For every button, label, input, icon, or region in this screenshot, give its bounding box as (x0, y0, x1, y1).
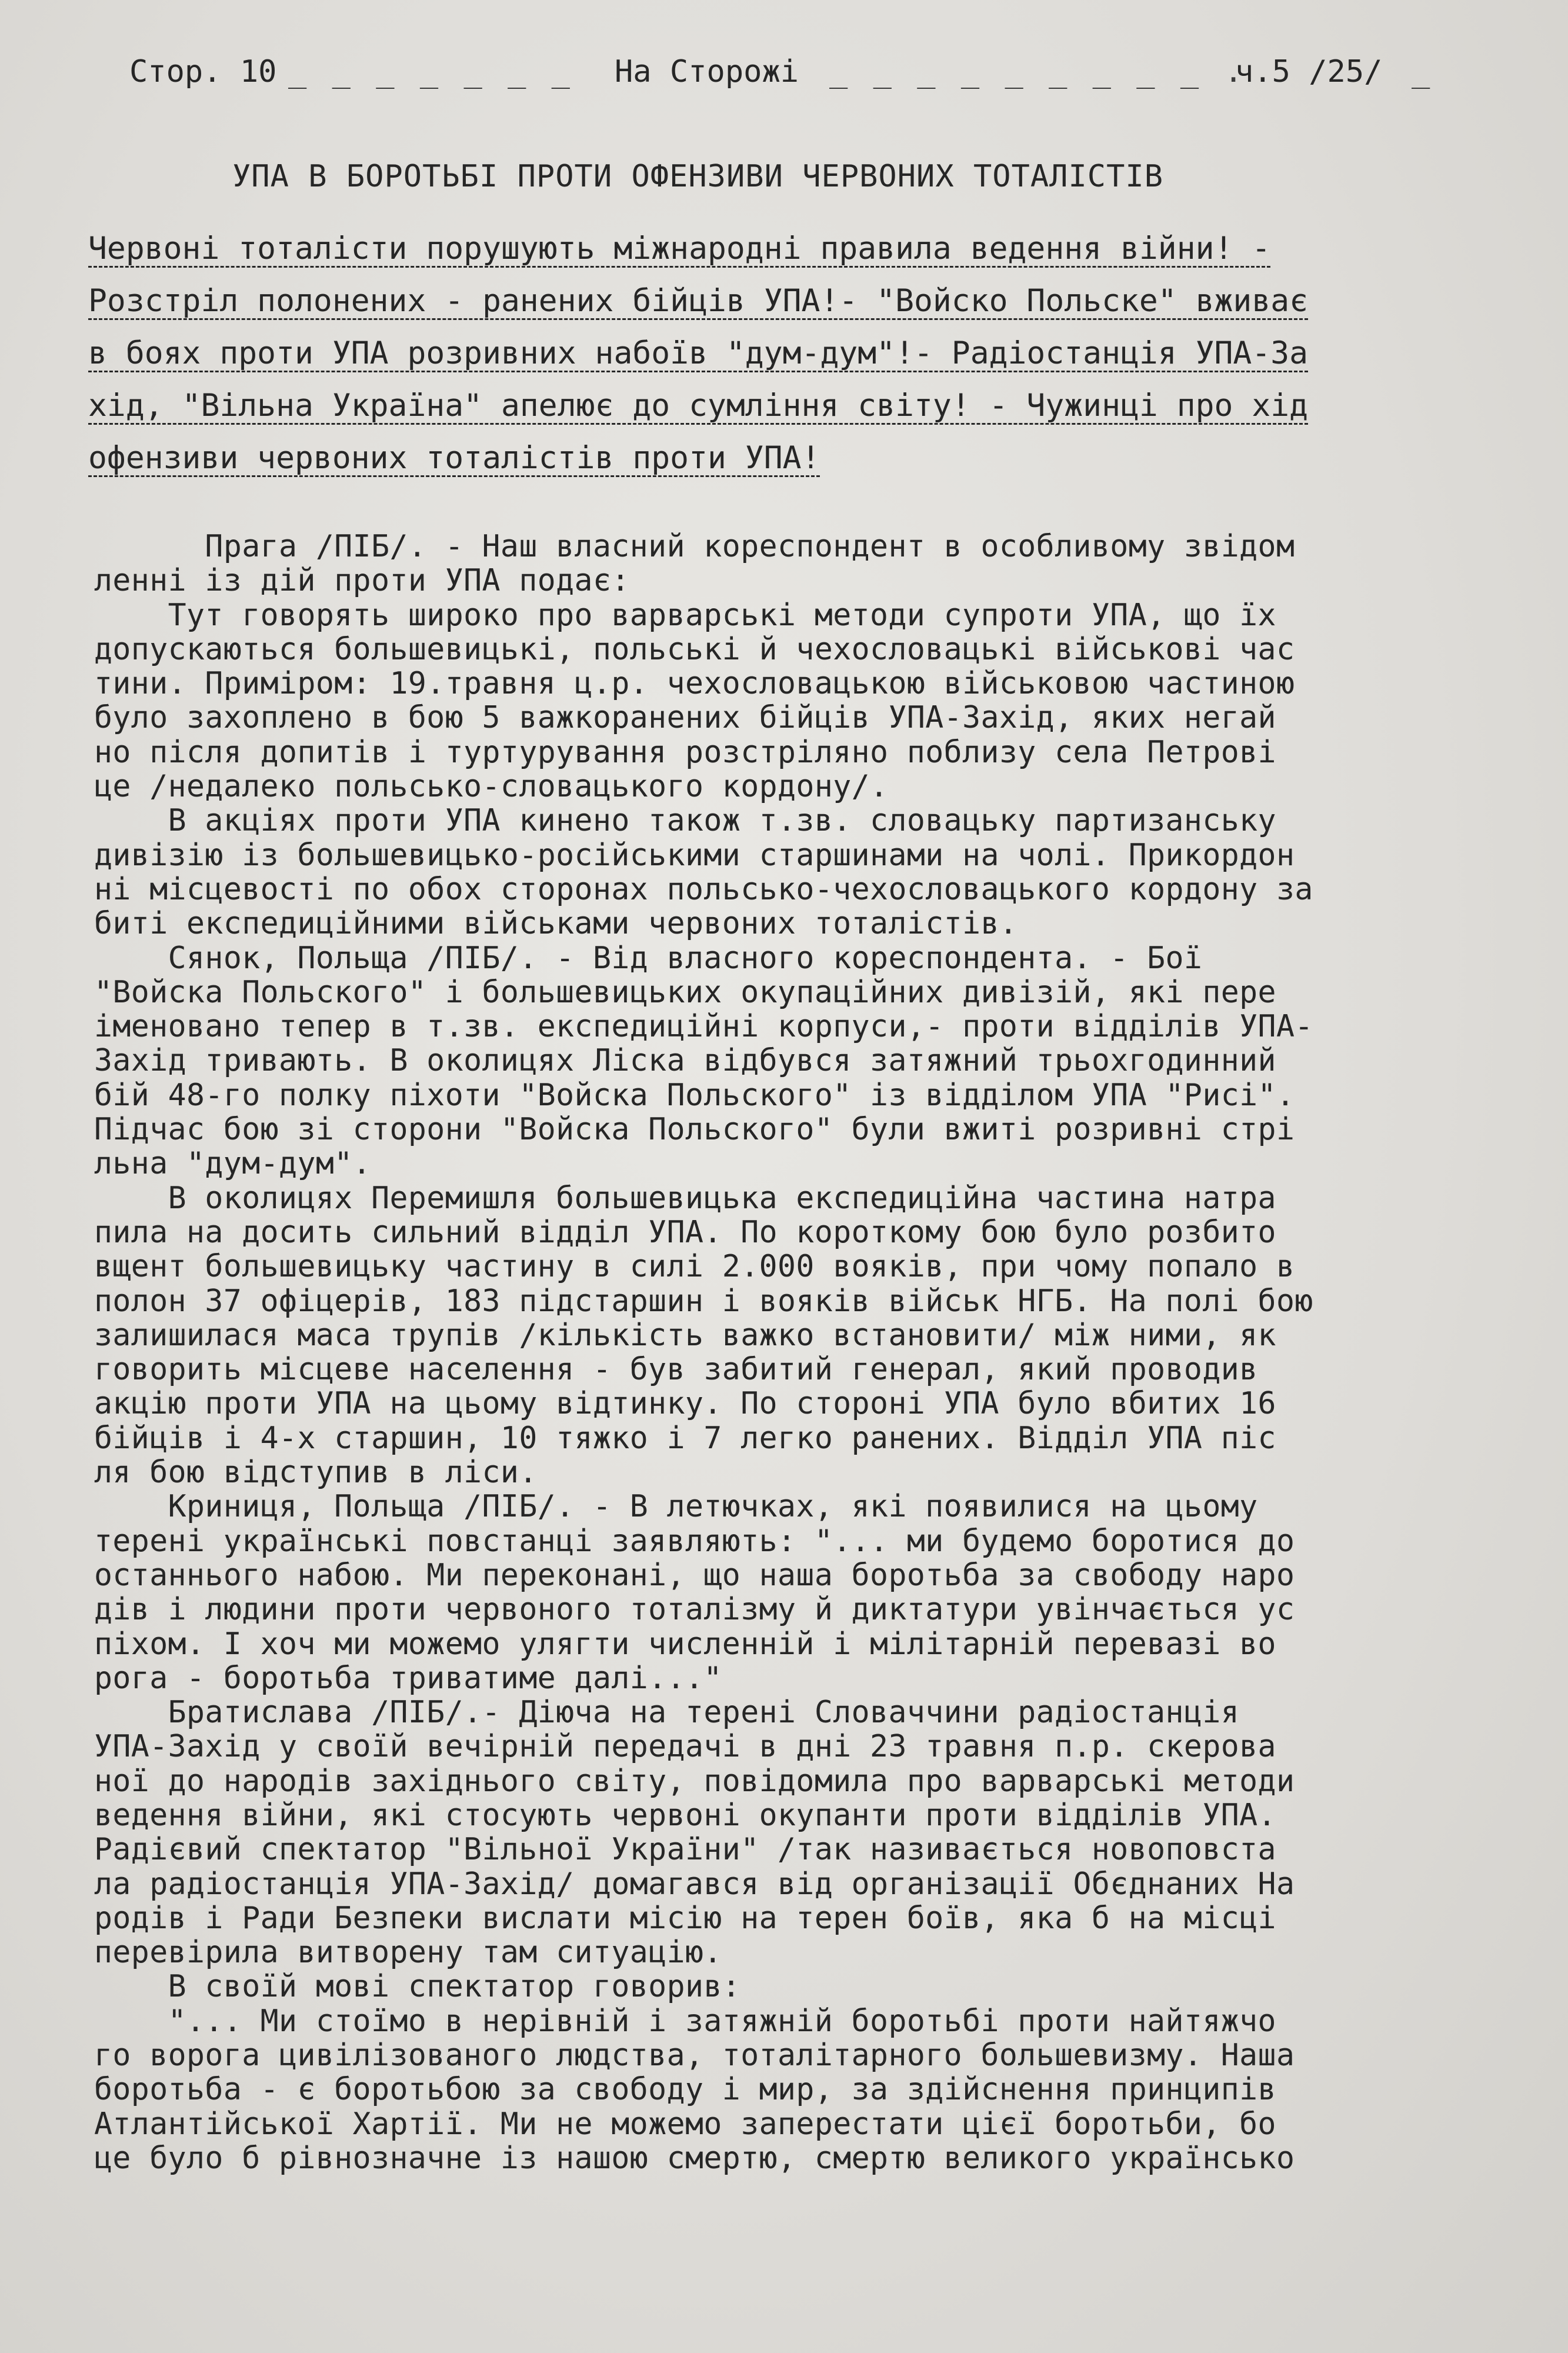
body-line: Підчас бою зі сторони "Войска Польского" були вжиті розривні стрі (94, 1112, 1295, 1148)
body-line: "Войска Польского" і большевицьких окупаційних дивізій, які пере (94, 974, 1276, 1010)
body-line: піхом. І хоч ми можемо улягти численній і мілітарній перевазі во (94, 1626, 1276, 1662)
body-line: В околицях Перемишля большевицька експедиційна частина натра (94, 1180, 1276, 1216)
summary-line: в боях проти УПА розривних набоїв "дум-дум"!- Радіостанція УПА-За (88, 335, 1309, 371)
article-body (94, 529, 1482, 2175)
body-line: пила на досить сильний відділ УПА. По короткому бою було розбито (94, 1214, 1276, 1250)
body-line: Прага /ПІБ/. - Наш власний кореспондент в особливому звідом (94, 529, 1295, 564)
body-line: вщент большевицьку частину в силі 2.000 вояків, при чому попало в (94, 1249, 1295, 1285)
body-line: Атлантійської Хартії. Ми не можемо заперестати цієї боротьби, бо (94, 2106, 1276, 2142)
body-line: Криниця, Польща /ПІБ/. - В летючках, які появилися на цьому (94, 1489, 1258, 1525)
body-line: тини. Приміром: 19.травня ц.р. чехословацькою військовою частиною (94, 666, 1295, 702)
body-line: бійців і 4-х старшин, 10 тяжко і 7 легко ранених. Відділ УПА піс (94, 1420, 1276, 1456)
body-line: було захоплено в бою 5 важкоранених бійців УПА-Захід, яких негай (94, 700, 1276, 736)
body-line: родів і Ради Безпеки вислати місію на терен боїв, яка б на місці (94, 1900, 1276, 1936)
page-number: Стор. 10 (129, 54, 277, 89)
publication-title: На Сторожі (615, 54, 799, 89)
body-line: ленні із дій проти УПА подає: (94, 563, 630, 599)
page-header (129, 54, 1447, 95)
summary-line: офензиви червоних тоталістів проти УПА! (88, 440, 820, 476)
article-title: УПА В БОРОТЬБІ ПРОТИ ОФЕНЗИВИ ЧЕРВОНИХ ТОТАЛІСТІВ (232, 159, 1164, 194)
body-line: останнього набою. Ми переконані, що наша боротьба за свободу наро (94, 1557, 1295, 1593)
body-line: ні місцевості по обох сторонах польсько-чехословацького кордону за (94, 871, 1313, 907)
body-line: Сянок, Польща /ПІБ/. - Від власного кореспондента. - Бої (94, 940, 1203, 976)
body-line: акцію проти УПА на цьому відтинку. По стороні УПА було вбитих 16 (94, 1386, 1276, 1422)
body-line: іменовано тепер в т.зв. експедиційні корпуси,- проти відділів УПА- (94, 1009, 1313, 1045)
body-line: боротьба - є боротьбою за свободу і мир, за здійснення принципів (94, 2072, 1276, 2108)
body-line: УПА-Захід у своїй вечірній передачі в дні 23 травня п.р. скерова (94, 1729, 1276, 1765)
body-line: допускаються большевицькі, польські й чехословацькі військові час (94, 631, 1295, 667)
body-line: говорить місцеве населення - був забитий генерал, який проводив (94, 1352, 1258, 1388)
body-line: рога - боротьба триватиме далі..." (94, 1660, 722, 1696)
body-line: Братислава /ПІБ/.- Діюча на терені Словаччини радіостанція (94, 1695, 1240, 1731)
body-line: це було б рівнозначне із нашою смертю, смертю великого українсько (94, 2140, 1295, 2176)
body-line: ля бою відступив в ліси. (94, 1455, 538, 1491)
body-line: залишилася маса трупів /кількість важко встановити/ між ними, як (94, 1317, 1276, 1353)
body-line: "... Ми стоїмо в нерівній і затяжній боротьбі проти найтяжчо (94, 2003, 1276, 2039)
article-summary (88, 222, 1470, 484)
body-line: Захід тривають. В околицях Ліска відбувся затяжний трьохгодинний (94, 1043, 1276, 1079)
body-line: го ворога цивілізованого людства, тоталітарного большевизму. Наша (94, 2038, 1295, 2074)
body-line: В своїй мові спектатор говорив: (94, 1969, 741, 2005)
header-dashes-middle: _ _ _ _ _ _ _ _ _ . (829, 54, 1246, 89)
body-line: полон 37 офіцерів, 183 підстаршин і вояків військ НГБ. На полі бою (94, 1283, 1313, 1319)
body-line: це /недалеко польсько-словацького кордону/. (94, 769, 889, 805)
body-line: дів і людини проти червоного тоталізму й диктатури увінчається ус (94, 1592, 1295, 1628)
summary-line: Розстріл полонених - ранених бійців УПА!- "Войско Польске" вживає (88, 283, 1309, 319)
body-line: Тут говорять широко про варварські методи супроти УПА, що їх (94, 597, 1276, 633)
body-line: дивізію із большевицько-російськими старшинами на чолі. Прикордон (94, 837, 1295, 873)
body-line: ведення війни, які стосують червоні окупанти проти відділів УПА. (94, 1797, 1276, 1833)
summary-line: Червоні тоталісти порушують міжнародні правила ведення війни! - (88, 231, 1271, 266)
body-line: бій 48-го полку піхоти "Войска Польского" із відділом УПА "Рисі". (94, 1077, 1295, 1113)
body-line: ла радіостанція УПА-Захід/ домагався від організації Обєднаних На (94, 1866, 1295, 1902)
header-dashes-left: _ _ _ _ _ _ _ (288, 54, 573, 89)
header-dashes-right: _ (1412, 54, 1434, 89)
issue-number: ч.5 /25/ (1235, 54, 1383, 89)
summary-line: хід, "Вільна Україна" апелює до сумління світу! - Чужинці про хід (88, 388, 1309, 424)
body-line: Радієвий спектатор "Вільної України" /так називається новоповста (94, 1832, 1276, 1868)
body-line: ної до народів західнього світу, повідомила про варварські методи (94, 1763, 1295, 1799)
body-line: льна "дум-дум". (94, 1146, 372, 1182)
body-line: терені українські повстанці заявляють: "... ми будемо боротися до (94, 1523, 1295, 1559)
body-line: В акціях проти УПА кинено також т.зв. словацьку партизанську (94, 803, 1276, 839)
body-line: но після допитів і туртурування розстріляно поблизу села Петрові (94, 734, 1276, 770)
body-line: биті експедиційними військами червоних тоталістів. (94, 906, 1018, 942)
body-line: перевірила витворену там ситуацію. (94, 1935, 722, 1971)
